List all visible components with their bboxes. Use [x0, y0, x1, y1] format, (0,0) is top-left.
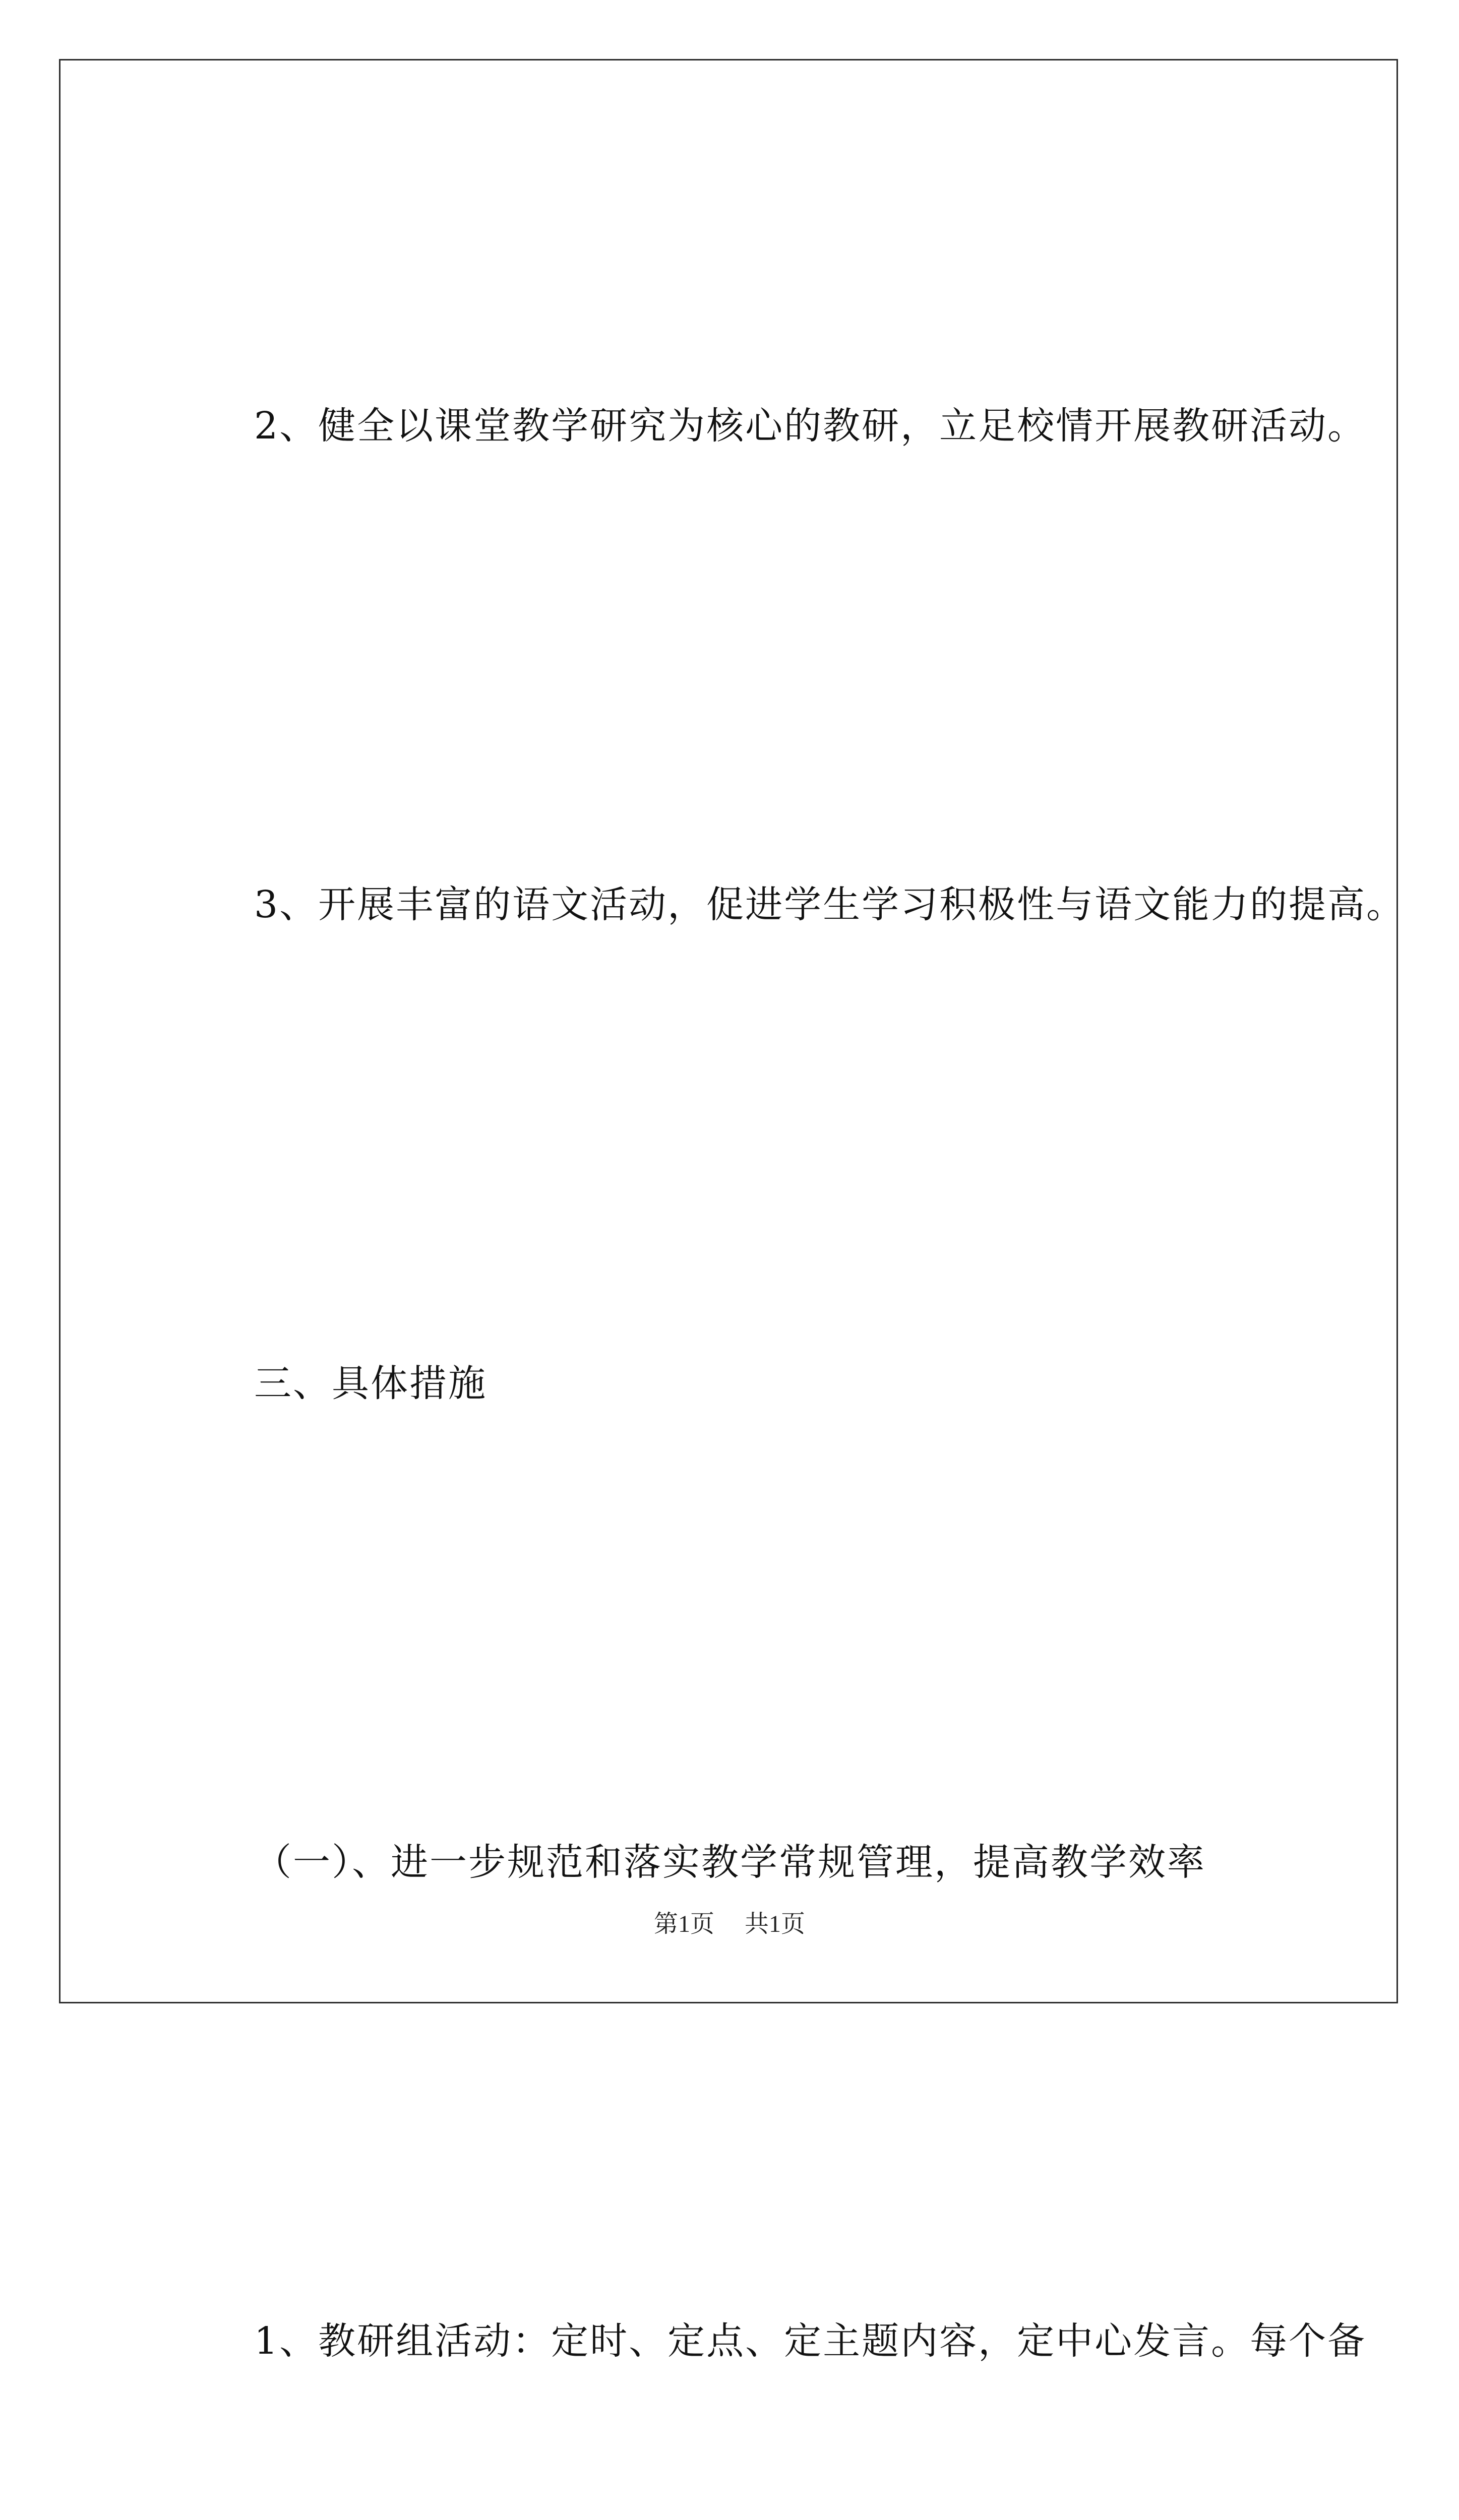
subsection-heading — [179, 1623, 1285, 2102]
text-line: （一）、进一步规范和落实教学常规管理，提高教学效率 — [254, 1841, 1206, 1884]
section-heading — [179, 1144, 1285, 1623]
paragraph-teaching-research — [179, 2102, 1367, 2520]
text-line: 1、教研组活动：定时、定点、定主题内容，定中心发言。每个备 — [254, 2319, 1367, 2363]
document-body — [179, 186, 1406, 2520]
page-footer — [0, 1909, 1459, 1939]
text-line: 三、具体措施 — [254, 1362, 487, 1405]
page-total: 共1页 — [745, 1911, 806, 1937]
text-line: 2、健全以课堂教学研究为核心的教研，立足校情开展教研活动。 — [254, 404, 1367, 448]
page-number: 第1页 — [653, 1911, 714, 1937]
text-line: 3、开展丰富的语文活动，促进学生学习积极性与语文能力的提高。 — [254, 883, 1406, 926]
paragraph-goal-2 — [179, 186, 1367, 665]
paragraph-goal-3 — [179, 665, 1406, 1144]
